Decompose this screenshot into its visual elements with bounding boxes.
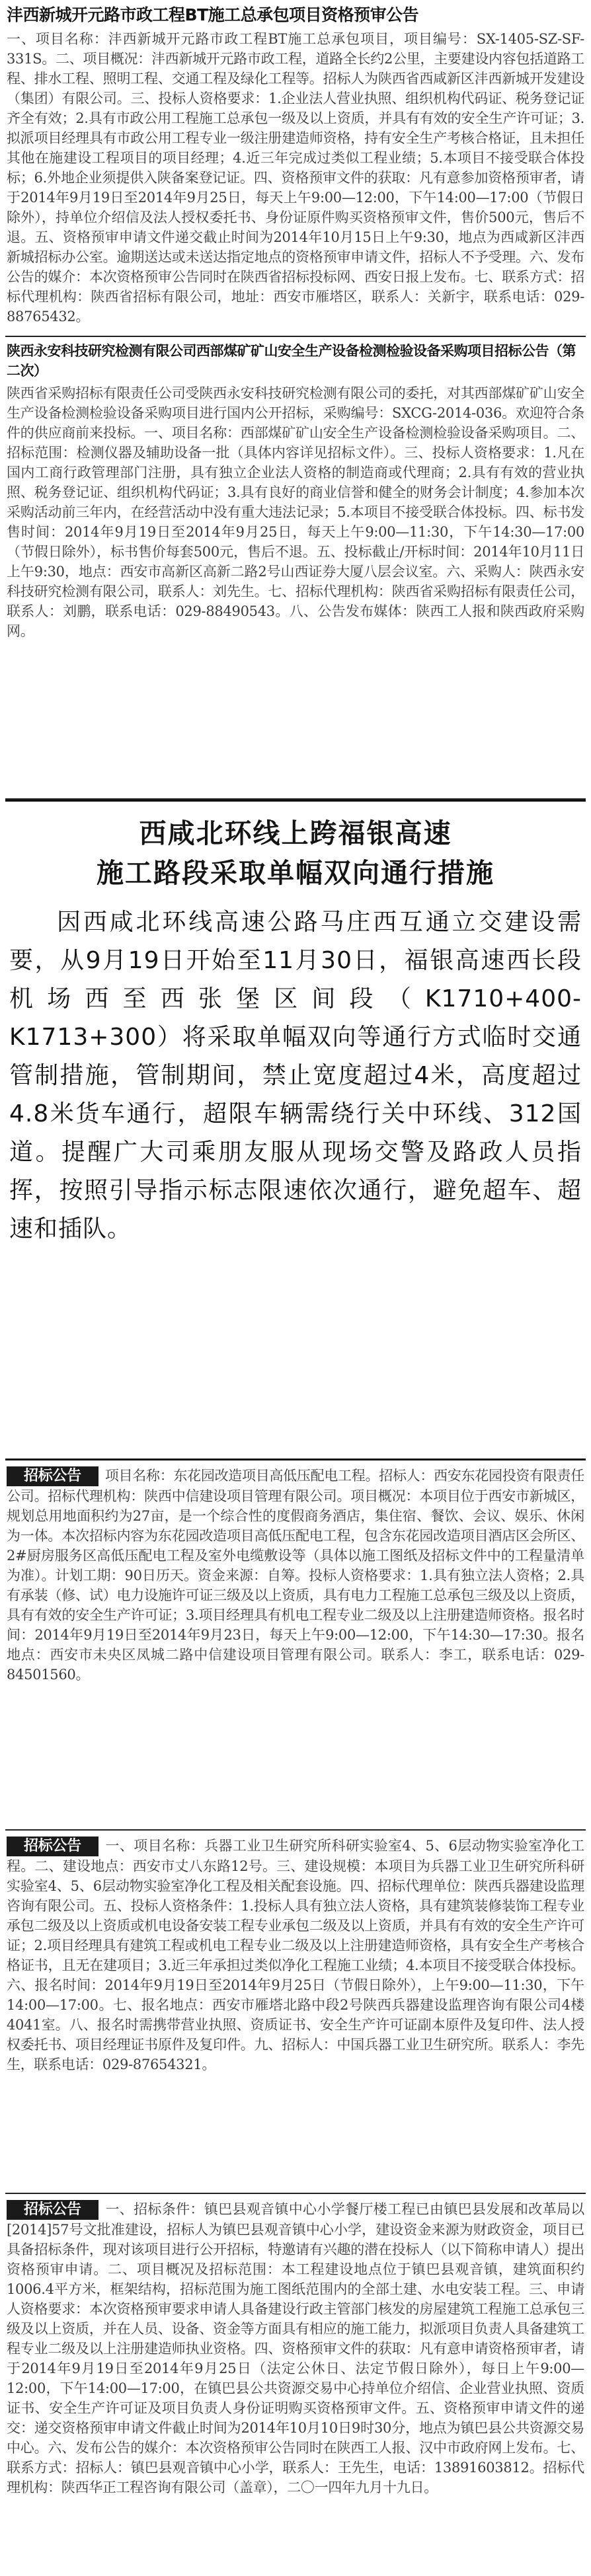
notice-banner: 招标公告 (7, 1837, 98, 1856)
traffic-notice (5, 800, 586, 1460)
tender-notice-fengxi (5, 0, 586, 337)
notice-body: 一、招标条件：镇巴县观音镇中心小学餐厅楼工程已由镇巴县发展和改革局以[2014]57号文批准建设，招标人为镇巴县观音镇中心小学，建设资金来源为财政资金，项目已具备招标条件，现对该项目进行公开招标，特邀请有兴趣的潜在投标人（以下简称申请人）提出资格预审申请。二、项目概况及招标范围：本工程建设地点位于镇巴县观音镇，建筑面积约1006.4平方米，框架结构，招标范围为施工图纸范围内的全部土建、水电安装工程。三、申请人资格要求：本次资格预审要求申请人具备建设行政主管部门核发的房屋建筑工程施工总承包三级及以上资质，并在人员、设备、资金等方面具有相应的施工能力，拟派项目负责人具备建筑工程专业二级及以上注册建造师执业资格。四、资格预审文件的获取：凡有意申请资格预审者，请于2014年9月19日至2014年9月25日（法定公休日、法定节假日除外），每日上午9:00—12:00，下午14:00—17:00，在镇巴县公共资源交易中心持单位介绍信、企业营业执照、资质证书、安全生产许可证及项目负责人身份证明购买资格预审文件。五、资格预审申请文件的递交：递交资格预审申请文件截止时间为2014年10月10日9时30分，地点为镇巴县公共资源交易中心。六、发布公告的媒介：本次资格预审公告同时在陕西工人报、汉中市政府网上发布。七、联系方式：招标人：镇巴县观音镇中心小学，联系人：王先生，电话：13891603812。招标代理机构：陕西华正工程咨询有限公司（盖章），二〇一四年九月十九日。 (7, 2201, 584, 2495)
tender-notice-donghuayuan (5, 1460, 586, 1831)
notice-title: 陕西永安科技研究检测有限公司西部煤矿矿山安全生产设备检测检验设备采购项目招标公告（第二次） (7, 343, 576, 379)
notice-banner: 招标公告 (7, 2200, 98, 2220)
tender-notice-zhenba (5, 2194, 586, 2571)
traffic-notice-title-line1: 西咸北环线上跨福银高速 (139, 817, 452, 849)
notice-banner: 招标公告 (7, 1466, 98, 1486)
notice-title: 沣西新城开元路市政工程BT施工总承包项目资格预审公告 (7, 5, 419, 24)
tender-notice-yongan (5, 337, 586, 800)
notice-body: 项目名称：东花园改造项目高低压配电工程。招标人：西安东花园投资有限责任公司。招标代理机构：陕西中信建设项目管理有限公司。项目概况：本项目位于西安市新城区，规划总用地面积约为27亩，是一个综合性的度假商务酒店，集住宿、餐饮、会议、娱乐、休闲为一体。本次招标内容为东花园改造项目高低压配电工程，包含东花园改造项目酒店区会所区、2#厨房服务区高低压配电工程及室外电缆敷设等（具体以施工图纸及招标文件中的工程量清单为准）。计划工期：90日历天。资金来源：自筹。投标人资格要求：1.具有独立法人资格；2.具有承装（修、试）电力设施许可证三级及以上资质，具有电力工程施工总承包三级及以上资质，具有有效的安全生产许可证；3.项目经理具有机电工程专业二级及以上注册建造师资格。报名时间：2014年9月19日至2014年9月23日，每天上午9:00—12:00，下午14:30—17:30。报名地点：西安市未央区凤城二路中信建设项目管理有限公司。联系人：李工，联系电话：029-84501560。 (7, 1468, 584, 1683)
notice-body: 一、项目名称：沣西新城开元路市政工程BT施工总承包项目，项目编号：SX-1405-SZ-SF-331S。二、项目概况：沣西新城开元路市政工程，道路全长约2公里，主要建设内容包括道路工程、排水工程、照明工程、交通工程及绿化工程等。招标人为陕西省西咸新区沣西新城开发建设（集团）有限公司。三、投标人资格要求：1.企业法人营业执照、组织机构代码证、税务登记证齐全有效；2.具有市政公用工程施工总承包一级及以上资质，并具有有效的安全生产许可证；3.拟派项目经理具有市政公用工程专业一级注册建造师资格，持有安全生产考核合格证，且未担任其他在施建设工程项目的项目经理；4.近三年完成过类似工程业绩；5.本项目不接受联合体投标；6.外地企业须提供入陕备案登记证。四、资格预审文件的获取：凡有意参加资格预审者，请于2014年9月19日至2014年9月25日，每天上午9:00—12:00，下午14:00—17:00（节假日除外），持单位介绍信及法人授权委托书、身份证原件购买资格预审文件，售价500元，售后不退。五、资格预审申请文件递交截止时间为2014年10月15日上午9:30，地点为西咸新区沣西新城招标办公室。逾期送达或未送达指定地点的资格预审申请文件，招标人不予受理。六、发布公告的媒介：本次资格预审公告同时在陕西省招标投标网、西安日报上发布。七、联系方式：招标代理机构：陕西省招标有限公司，地址：西安市雁塔区，联系人：关新宇，联系电话：029-88765432。 (7, 31, 584, 324)
notice-body: 一、项目名称：兵器工业卫生研究所科研实验室4、5、6层动物实验室净化工程。二、建设地点：西安市丈八东路12号。三、建设规模：本项目为兵器工业卫生研究所科研实验室4、5、6层动物实验室净化工程及相关配套设施。四、招标代理单位：陕西兵器建设监理咨询有限公司。五、投标人资格条件：1.投标人具有独立法人资格，具有建筑装修装饰工程专业承包二级及以上资质或机电设备安装工程专业承包二级及以上资质，并具有有效的安全生产许可证；2.项目经理具有建筑工程或机电工程专业二级及以上注册建造师资格，具有安全生产考核合格证书，且无在建项目；3.近三年承担过类似净化工程施工业绩；4.本项目不接受联合体投标。六、报名时间：2014年9月19日至2014年9月25日（节假日除外），上午9:00—11:30，下午14:00—17:00。七、报名地点：西安市雁塔北路中段2号陕西兵器建设监理咨询有限公司4楼4041室。八、报名时需携带营业执照、资质证书、安全生产许可证副本原件及复印件、法人授权委托书、项目经理证书原件及复印件。九、招标人：中国兵器工业卫生研究所。联系人：李先生，联系电话：029-87654321。 (7, 1838, 584, 2072)
traffic-notice-body: 因西咸北环线高速公路马庄西互通立交建设需要，从9月19日开始至11月30日，福银高速西长段机场西至西张堡区间段（K1710+400-K1713+300）将采取单幅双向等通行方式临时交通管制措施，管制期间，禁止宽度超过4米，高度超过4.8米货车通行，超限车辆需绕行关中环线、312国道。提醒广大司乘朋友服从现场交警及路政人员指挥，按照引导指示标志限速依次通行，避免超车、超速和插队。 (9, 909, 582, 1242)
traffic-notice-title-line2: 施工路段采取单幅双向通行措施 (97, 857, 494, 889)
tender-notice-weapons-institute (5, 1831, 586, 2194)
notice-body: 陕西省采购招标有限责任公司受陕西永安科技研究检测有限公司的委托，对其西部煤矿矿山安全生产设备检测检验设备采购项目进行国内公开招标，采购编号：SXCG-2014-036。欢迎符合条件的供应商前来投标。一、项目名称：西部煤矿矿山安全生产设备检测检验设备采购项目。二、招标范围：检测仪器及辅助设备一批（具体内容详见招标文件）。三、投标人资格要求：1.凡在国内工商行政管理部门注册，具有独立企业法人资格的制造商或代理商；2.具有有效的营业执照、税务登记证、组织机构代码证；3.具有良好的商业信誉和健全的财务会计制度；4.参加本次采购活动前三年内，在经营活动中没有重大违法记录；5.本项目不接受联合体投标。四、标书发售时间：2014年9月19日至2014年9月25日，每天上午9:00—11:30，下午14:30—17:00（节假日除外），标书售价每套500元，售后不退。五、投标截止/开标时间：2014年10月11日上午9:30，地点：西安市高新区高新二路2号山西证券大厦八层会议室。六、采购人：陕西永安科技研究检测有限公司，联系人：刘先生。七、招标代理机构：陕西省采购招标有限责任公司，联系人：刘鹏，联系电话：029-88490543。八、公告发布媒体：陕西工人报和陕西政府采购网。 (7, 385, 584, 639)
